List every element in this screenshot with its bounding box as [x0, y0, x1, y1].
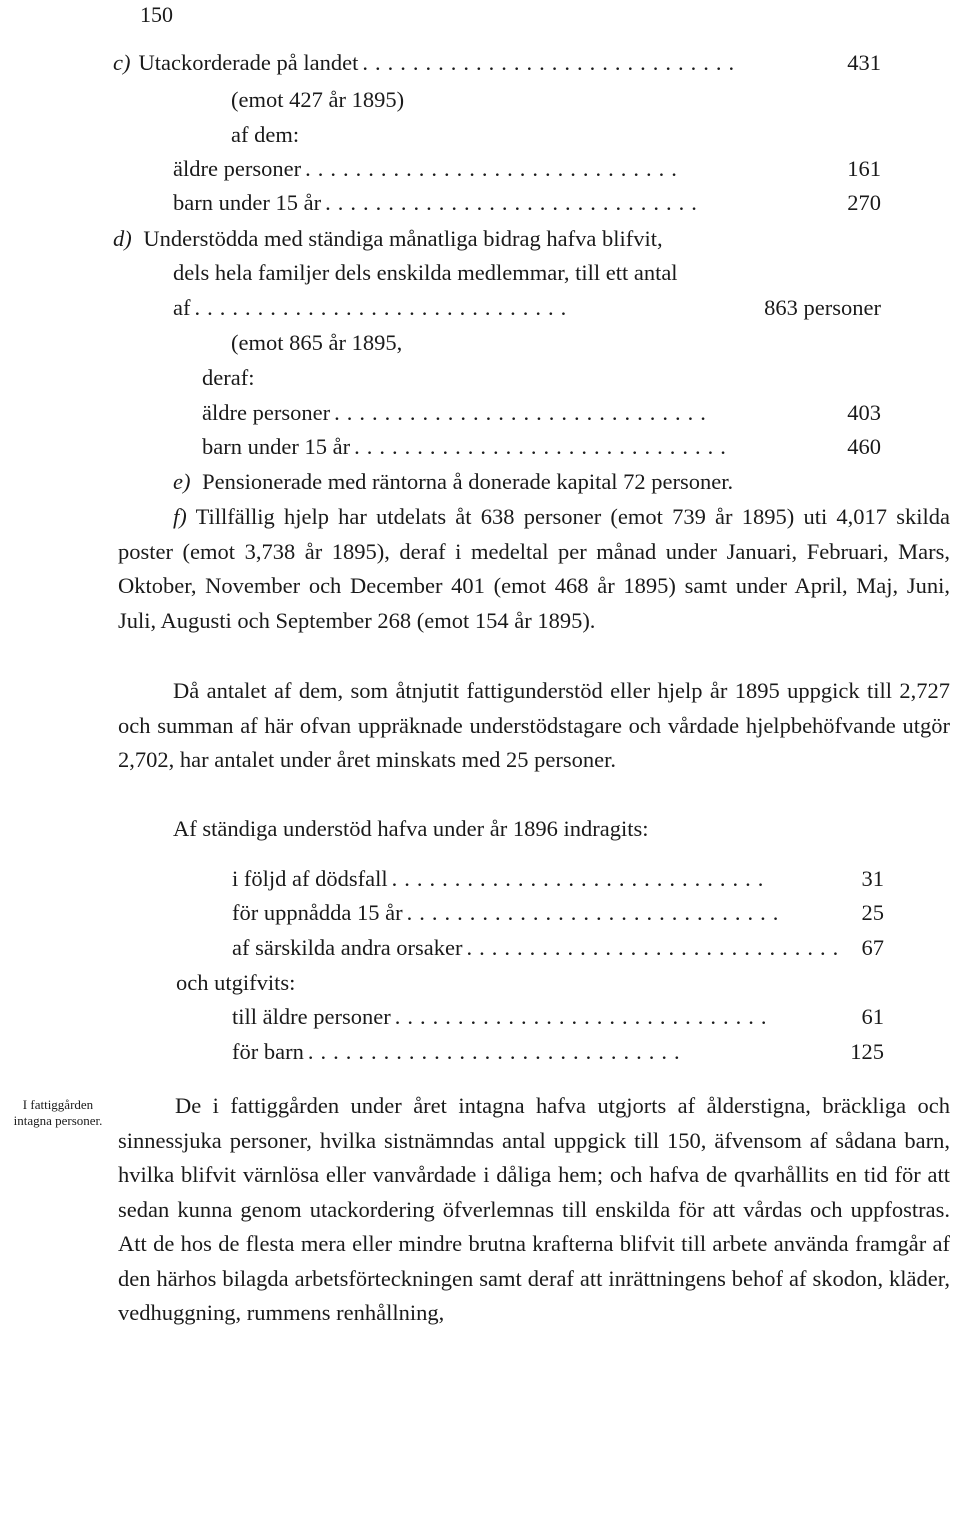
leader-dots: .............................. — [334, 402, 713, 425]
leader-dots: .............................. — [394, 1006, 774, 1029]
section-f-text: Tillfällig hjelp har utdelats åt 638 personer (emot 739 år 1895) uti 4,017 skilda poster (emot 3,738 år 1895), deraf i medeltal per månad under Januari, Februari, Mars, Oktober, November och December 401 (emot 468 år 1895) samt under April, Maj, Juni, Juli, Augusti och September 268 (emot 154 år 1895). — [118, 504, 951, 633]
item-label: äldre personer — [173, 156, 302, 181]
issued-item-children — [232, 1041, 884, 1064]
section-c-compare: (emot 427 år 1895) — [231, 87, 405, 112]
item-label: i följd af dödsfall — [232, 866, 388, 891]
leader-dots: .............................. — [362, 52, 742, 75]
leader-dots: .............................. — [325, 192, 704, 215]
item-value: 25 — [861, 900, 884, 925]
item-label: för barn — [232, 1039, 304, 1064]
section-c-item-elderly — [173, 158, 881, 181]
issued-heading: och utgifvits: — [176, 970, 296, 995]
leader-dots: .............................. — [194, 297, 574, 320]
item-value: 161 — [847, 156, 881, 181]
section-d-of-which: deraf: — [202, 365, 255, 390]
section-c-label: c) — [113, 50, 131, 75]
item-label: äldre personer — [202, 400, 331, 425]
section-e-label: e) — [173, 469, 191, 494]
section-c-count: 431 — [847, 50, 881, 75]
section-d-line1 — [113, 228, 663, 251]
issued-item-elderly — [232, 1006, 884, 1029]
item-value: 61 — [861, 1004, 884, 1029]
item-value: 403 — [847, 400, 881, 425]
margin-note: I fattiggården intagna personer. — [13, 1097, 103, 1128]
leader-dots: .............................. — [307, 1041, 687, 1064]
section-d-item-children — [202, 436, 881, 459]
item-value: 460 — [847, 434, 881, 459]
section-d-item-elderly — [202, 402, 881, 425]
section-d-af: af — [173, 295, 191, 320]
item-label: barn under 15 år — [202, 434, 351, 459]
leader-dots: .............................. — [305, 158, 684, 181]
section-f-label: f) — [173, 504, 187, 529]
item-value: 125 — [850, 1039, 884, 1064]
section-f-paragraph — [118, 500, 950, 638]
item-value: 270 — [847, 190, 881, 215]
leader-dots: .............................. — [466, 937, 846, 960]
item-value: 31 — [861, 866, 884, 891]
section-c-item-children — [173, 192, 881, 215]
leader-dots: .............................. — [391, 868, 771, 891]
withdrawn-item-age — [232, 902, 884, 925]
summary-paragraph: Då antalet af dem, som åtnjutit fattigunderstöd eller hjelp år 1895 uppgick till 2,727 och summan af här ofvan uppräknade understödstagare och vårdade hjelpbehöfvande utgör 2,702, har antalet under året minskats med 25 personer. — [118, 678, 950, 772]
section-d-line3 — [173, 297, 881, 320]
section-d-line2: dels hela familjer dels enskilda medlemmar, till ett antal — [173, 260, 678, 285]
item-label: af särskilda andra orsaker — [232, 935, 463, 960]
item-value: 67 — [861, 935, 884, 960]
final-paragraph: De i fattiggården under året intagna hafva utgjorts af ålderstigna, bräckliga och sinnessjuka personer, hvilka sistnämndas antal uppgick till 150, äfvensom af sådana barn, hvilka blifvit värnlösa eller vanvårdade i dåliga hem; och hafva de qvarhållits en tid för att sedan kunna genom utackordering öfverlemnas till enskilda för att vårdas och uppfostras. Att de hos de flesta mera eller mindre brutna krafterna blifvit till arbete användа framgår af den härhos bilagda arbetsförteckningen samt deraf att inrättningens behof af skodon, kläder, vedhuggning, rummens renhållning, — [118, 1093, 950, 1325]
item-label: barn under 15 år — [173, 190, 322, 215]
section-c-of-them: af dem: — [231, 122, 300, 147]
item-label: till äldre personer — [232, 1004, 391, 1029]
withdrawn-heading: Af ständiga understöd hafva under år 1896 indragits: — [173, 816, 649, 841]
section-c-title: Utackorderade på landet — [138, 50, 359, 75]
withdrawn-item-other — [232, 937, 884, 960]
leader-dots: .............................. — [406, 902, 786, 925]
withdrawn-item-death — [232, 868, 884, 891]
leader-dots: .............................. — [354, 436, 733, 459]
item-label: för uppnådda 15 år — [232, 900, 403, 925]
section-d-label: d) — [113, 226, 132, 251]
section-e-text: Pensionerade med räntorna å donerade kapital 72 personer. — [202, 469, 734, 494]
section-e-line — [173, 471, 733, 494]
section-d-compare: (emot 865 år 1895, — [231, 330, 403, 355]
section-c-line — [113, 52, 881, 75]
section-d-total: 863 personer — [764, 295, 881, 320]
section-d-text-1: Understödda med ständiga månatliga bidrag hafva blifvit, — [143, 226, 663, 251]
page-number: 150 — [140, 2, 173, 27]
